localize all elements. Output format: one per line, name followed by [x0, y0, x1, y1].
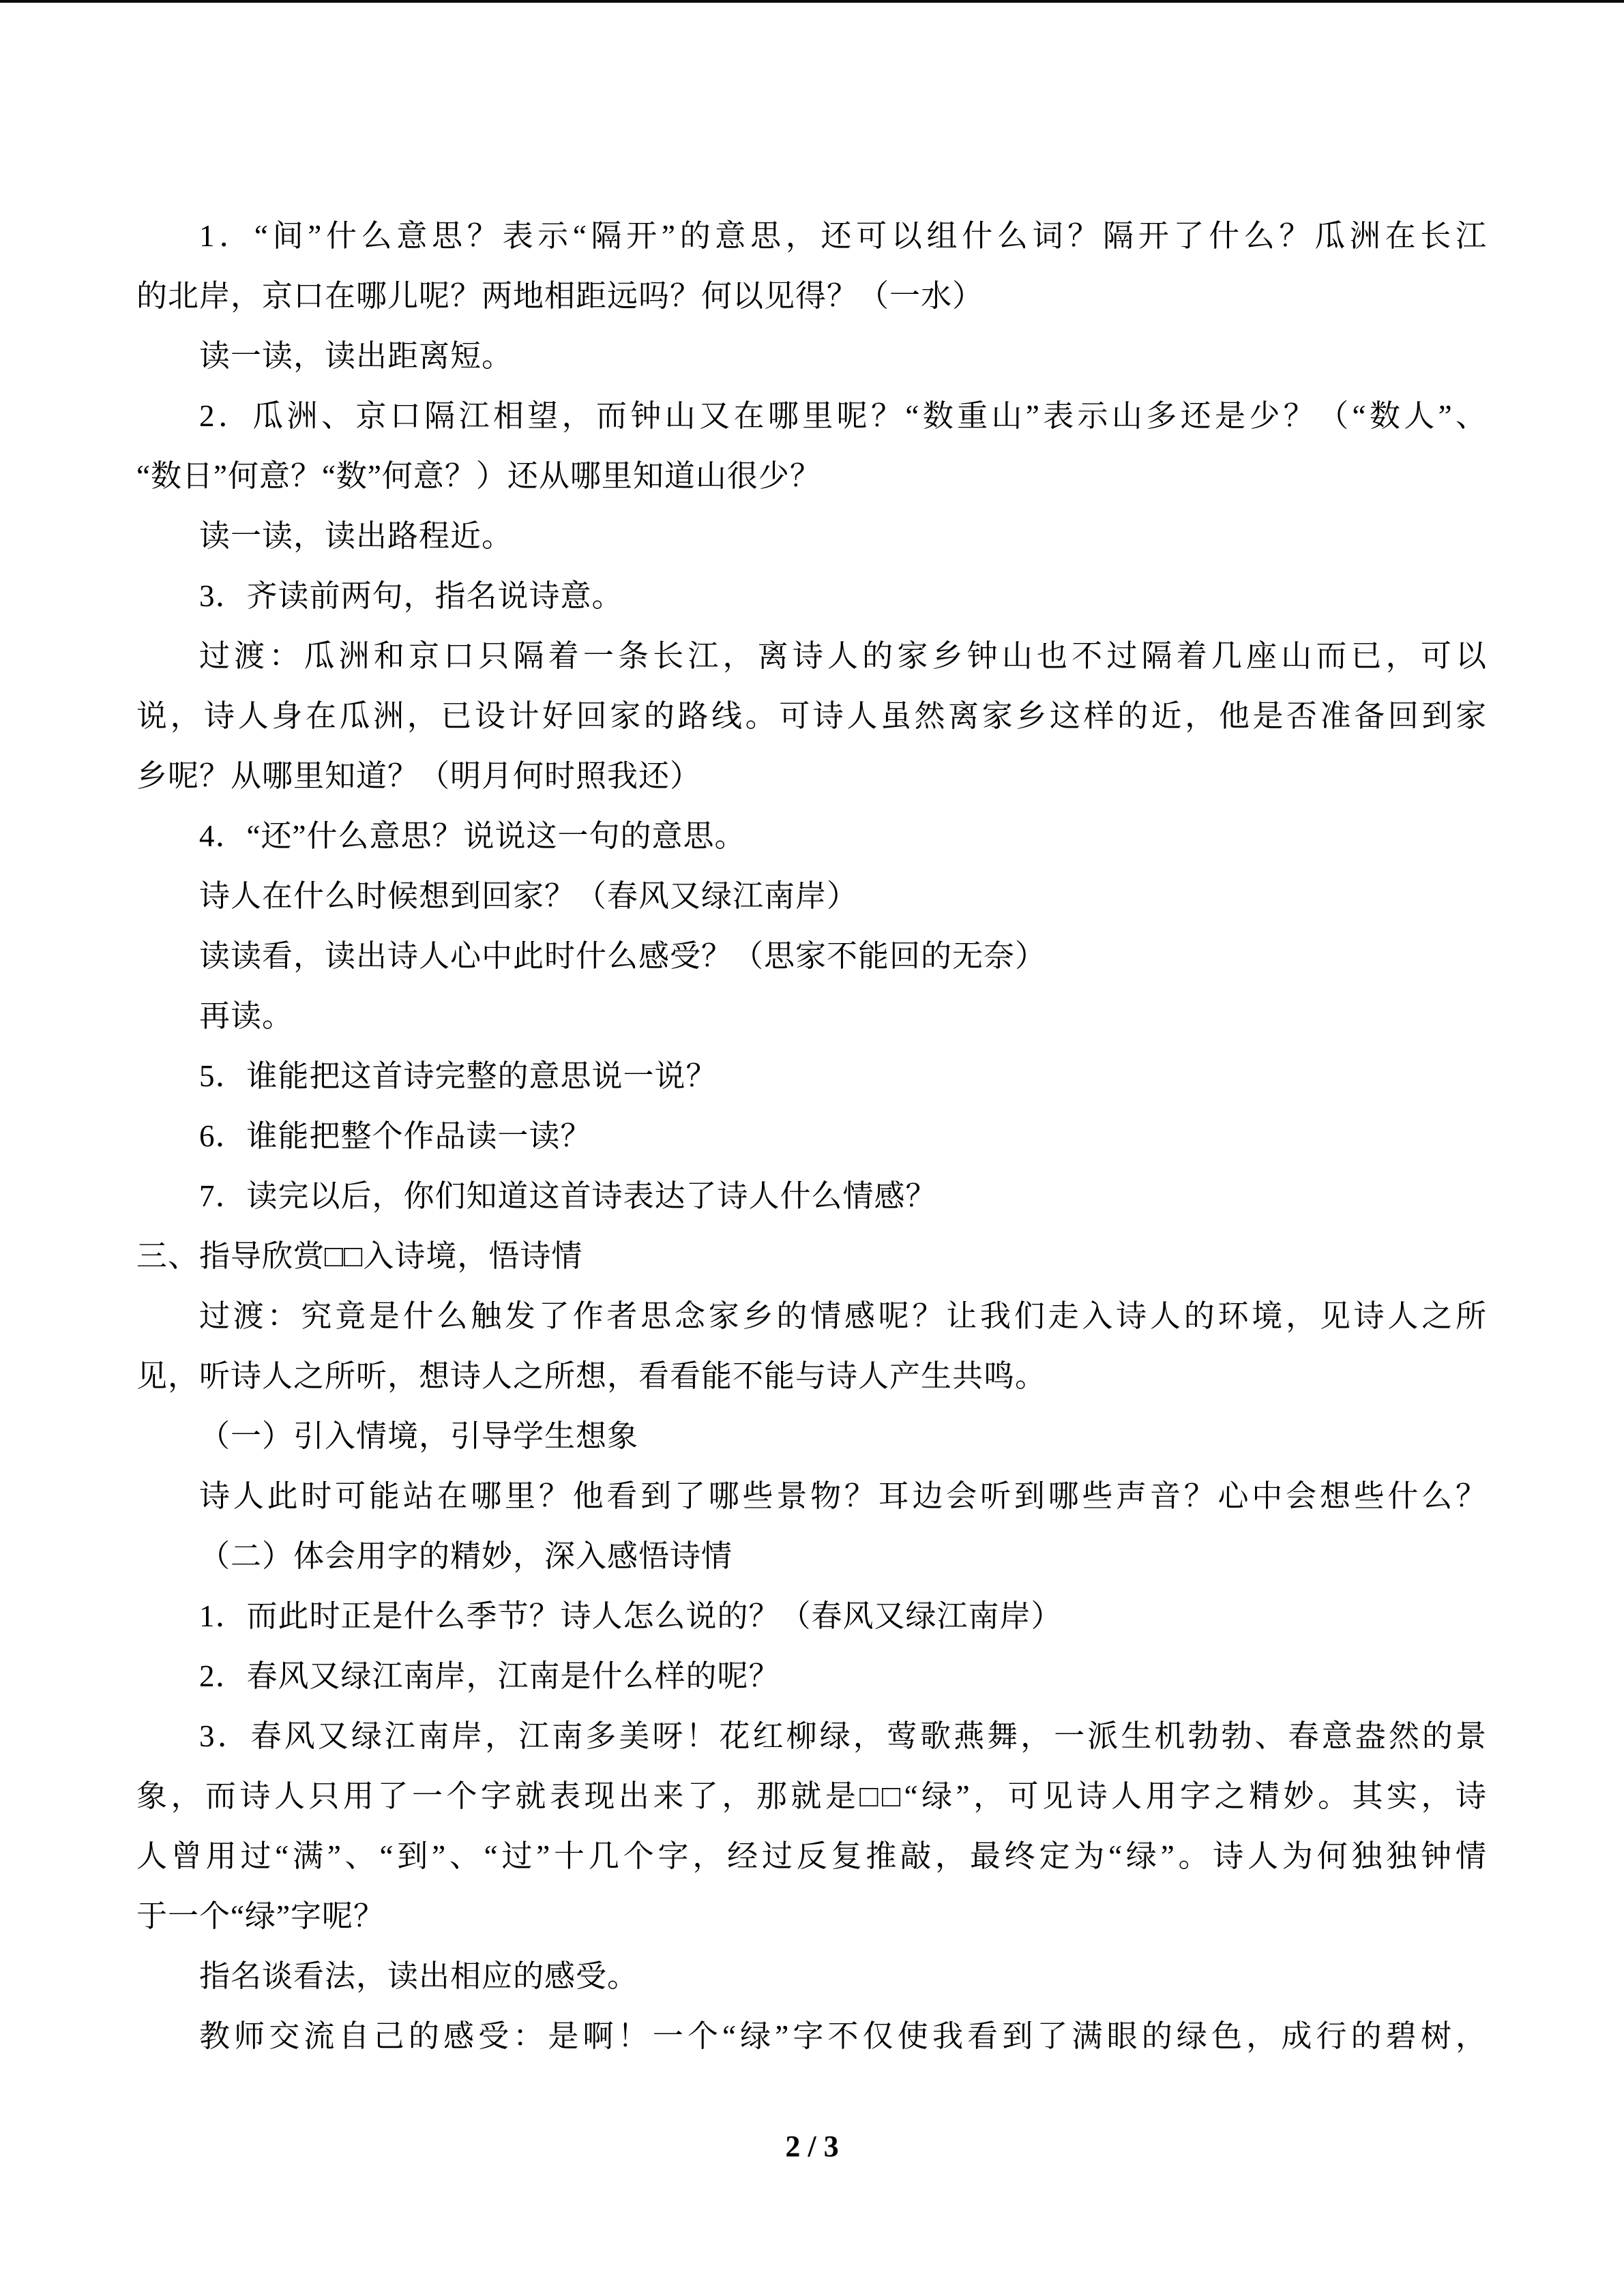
- text-line: 1．“间”什么意思？表示“隔开”的意思，还可以组什么词？隔开了什么？瓜洲在长江: [199, 219, 1487, 253]
- text-line: 5．谁能把这首诗完整的意思说一说？: [199, 1059, 718, 1093]
- text-line: 诗人此时可能站在哪里？他看到了哪些景物？耳边会听到哪些声音？心中会想些什么？: [199, 1479, 1487, 1513]
- text-line: “数日”何意？“数”何意？）还从哪里知道山很少？: [136, 459, 821, 493]
- text-line: 的北岸，京口在哪儿呢？两地相距远吗？何以见得？（一水）: [136, 279, 984, 313]
- text-line: 7．读完以后，你们知道这首诗表达了诗人什么情感？: [199, 1179, 937, 1213]
- text-line: 3．齐读前两句，指名说诗意。: [199, 579, 623, 613]
- text-line: 过渡：瓜洲和京口只隔着一条长江，离诗人的家乡钟山也不过隔着几座山而已，可以: [199, 639, 1487, 673]
- document-body: [136, 206, 1487, 2066]
- text-line: 再读。: [199, 999, 294, 1033]
- text-line: 6．谁能把整个作品读一读？: [199, 1119, 592, 1153]
- text-line: 象，而诗人只用了一个字就表现出来了，那就是□□“绿”，可见诗人用字之精妙。其实，诗: [136, 1779, 1487, 1813]
- text-line: 教师交流自己的感受：是啊！一个“绿”字不仅使我看到了满眼的绿色，成行的碧树，: [199, 2019, 1487, 2053]
- text-line-section-heading: 三、指导欣赏□□入诗境，悟诗情: [136, 1239, 583, 1273]
- text-line: 指名谈看法，读出相应的感受。: [199, 1959, 639, 1993]
- text-line: 见，听诗人之所听，想诗人之所想，看看能不能与诗人产生共鸣。: [136, 1359, 1047, 1393]
- text-line: 于一个“绿”字呢？: [136, 1899, 385, 1933]
- page-number: 2 / 3: [785, 2130, 839, 2163]
- text-line: 1．而此时正是什么季节？诗人怎么说的？（春风又绿江南岸）: [199, 1599, 1063, 1633]
- text-line: 2．瓜洲、京口隔江相望，而钟山又在哪里呢？“数重山”表示山多还是少？（“数人”、: [199, 399, 1487, 433]
- text-line: （二）体会用字的精妙，深入感悟诗情: [199, 1539, 733, 1573]
- text-line: 过渡：究竟是什么触发了作者思念家乡的情感呢？让我们走入诗人的环境，见诗人之所: [199, 1299, 1487, 1333]
- text-line: 3．春风又绿江南岸，江南多美呀！花红柳绿，莺歌燕舞，一派生机勃勃、春意盎然的景: [199, 1719, 1487, 1753]
- text-line: 读一读，读出距离短。: [199, 339, 514, 373]
- text-line: 4．“还”什么意思？说说这一句的意思。: [199, 819, 746, 853]
- text-line: 读读看，读出诗人心中此时什么感受？（思家不能回的无奈）: [199, 939, 1047, 973]
- text-line: 人曾用过“满”、“到”、“过”十几个字，经过反复推敲，最终定为“绿”。诗人为何独独钟情: [136, 1839, 1487, 1873]
- text-line: 说，诗人身在瓜洲，已设计好回家的路线。可诗人虽然离家乡这样的近，他是否准备回到家: [136, 699, 1487, 733]
- text-line: （一）引入情境，引导学生想象: [199, 1419, 639, 1453]
- text-line: 读一读，读出路程近。: [199, 519, 514, 553]
- text-line: 乡呢？从哪里知道？（明月何时照我还）: [136, 759, 702, 793]
- text-line: 2．春风又绿江南岸，江南是什么样的呢？: [199, 1659, 780, 1693]
- text-line: 诗人在什么时候想到回家？（春风又绿江南岸）: [199, 879, 859, 913]
- page-top-border: [0, 0, 1624, 3]
